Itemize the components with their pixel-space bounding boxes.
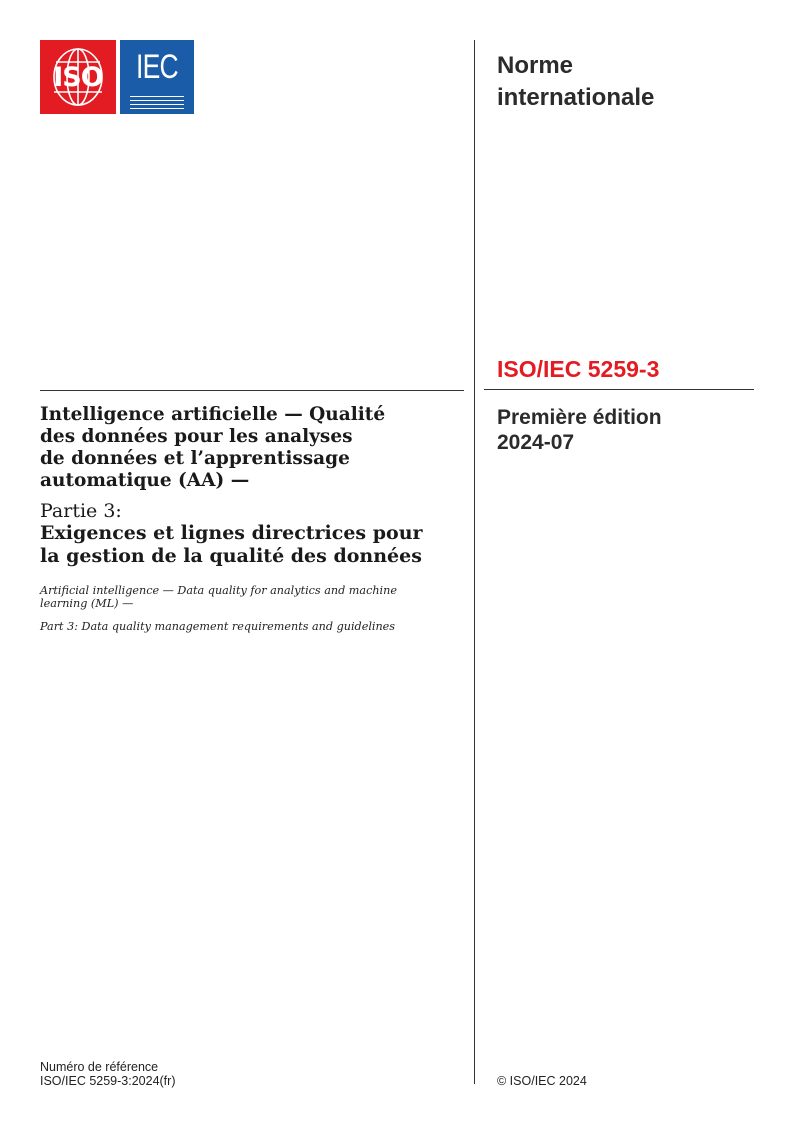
iec-logo [120, 40, 194, 114]
english-title: Artificial intelligence — Data quality for analytics and machine learning (ML) — [40, 584, 397, 610]
title-divider [40, 390, 464, 391]
copyright: © ISO/IEC 2024 [497, 1074, 587, 1088]
iec-logo-text: IEC [136, 48, 178, 86]
reference-block [40, 1060, 175, 1088]
standard-number: ISO/IEC 5259-3 [497, 356, 660, 382]
reference-number: ISO/IEC 5259-3:2024(fr) [40, 1074, 176, 1088]
part-label: Partie 3: [40, 500, 122, 522]
edition-date: 2024-07 [497, 431, 575, 454]
iso-logo-text: ISO [53, 62, 103, 93]
main-title-line: des données pour les analyses [40, 426, 353, 447]
english-part-title: Part 3: Data quality management requirements and guidelines [40, 620, 396, 633]
main-title-line: automatique (AA) — [40, 470, 250, 491]
edition-label: Première édition [497, 406, 662, 429]
part-title-line: la gestion de la qualité des données [40, 545, 422, 567]
document-type-line: Norme [497, 52, 574, 79]
document-type-line: internationale [497, 84, 655, 111]
reference-label: Numéro de référence [40, 1060, 159, 1074]
title-block [40, 404, 470, 633]
iso-logo [40, 40, 116, 114]
document-type [497, 50, 654, 114]
iec-logo-stripes [130, 96, 184, 112]
main-title-line: de données et l’apprentissage [40, 448, 350, 469]
number-divider [484, 389, 754, 390]
vertical-divider [474, 40, 475, 1084]
edition-block [497, 405, 662, 455]
main-title-line: Intelligence artificielle — Qualité [40, 404, 386, 425]
part-title-line: Exigences et lignes directrices pour [40, 522, 423, 544]
